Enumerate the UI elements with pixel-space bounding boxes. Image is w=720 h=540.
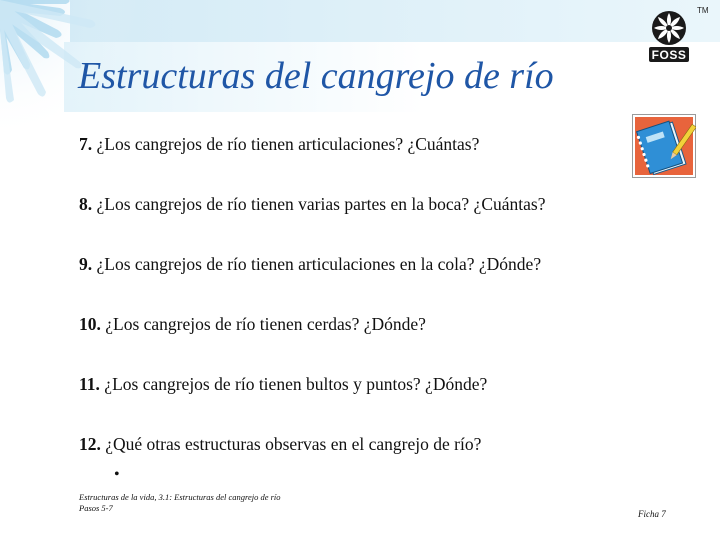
- question-text: ¿Los cangrejos de río tienen cerdas? ¿Dónde?: [105, 314, 426, 334]
- footer-line-1: Estructuras de la vida, 3.1: Estructuras del cangrejo de río: [79, 492, 281, 502]
- question-number: 8.: [79, 194, 93, 214]
- question-10: [79, 314, 426, 335]
- page-title: Estructuras del cangrejo de río: [78, 55, 554, 97]
- question-9: [79, 254, 541, 275]
- question-text: ¿Qué otras estructuras observas en el cangrejo de río?: [105, 434, 482, 454]
- answer-bullet: •: [114, 466, 120, 483]
- trademark-label: TM: [697, 6, 709, 15]
- question-number: 11.: [79, 374, 100, 394]
- notebook-pencil-icon: [632, 114, 696, 178]
- question-number: 10.: [79, 314, 101, 334]
- footer-line-2: Pasos 5-7: [79, 503, 113, 513]
- question-11: [79, 374, 487, 395]
- question-number: 7.: [79, 134, 93, 154]
- header-band: [70, 0, 720, 42]
- footer-source: [79, 492, 281, 514]
- question-text: ¿Los cangrejos de río tienen bultos y puntos? ¿Dónde?: [104, 374, 488, 394]
- question-text: ¿Los cangrejos de río tienen articulaciones en la cola? ¿Dónde?: [96, 254, 542, 274]
- question-7: [79, 134, 479, 155]
- question-number: 12.: [79, 434, 101, 454]
- question-12: [79, 434, 481, 455]
- page-label: Ficha 7: [638, 509, 666, 519]
- question-text: ¿Los cangrejos de río tienen articulaciones? ¿Cuántas?: [96, 134, 480, 154]
- question-text: ¿Los cangrejos de río tienen varias partes en la boca? ¿Cuántas?: [96, 194, 546, 214]
- question-number: 9.: [79, 254, 93, 274]
- question-8: [79, 194, 545, 215]
- foss-logo-text: FOSS: [651, 48, 687, 62]
